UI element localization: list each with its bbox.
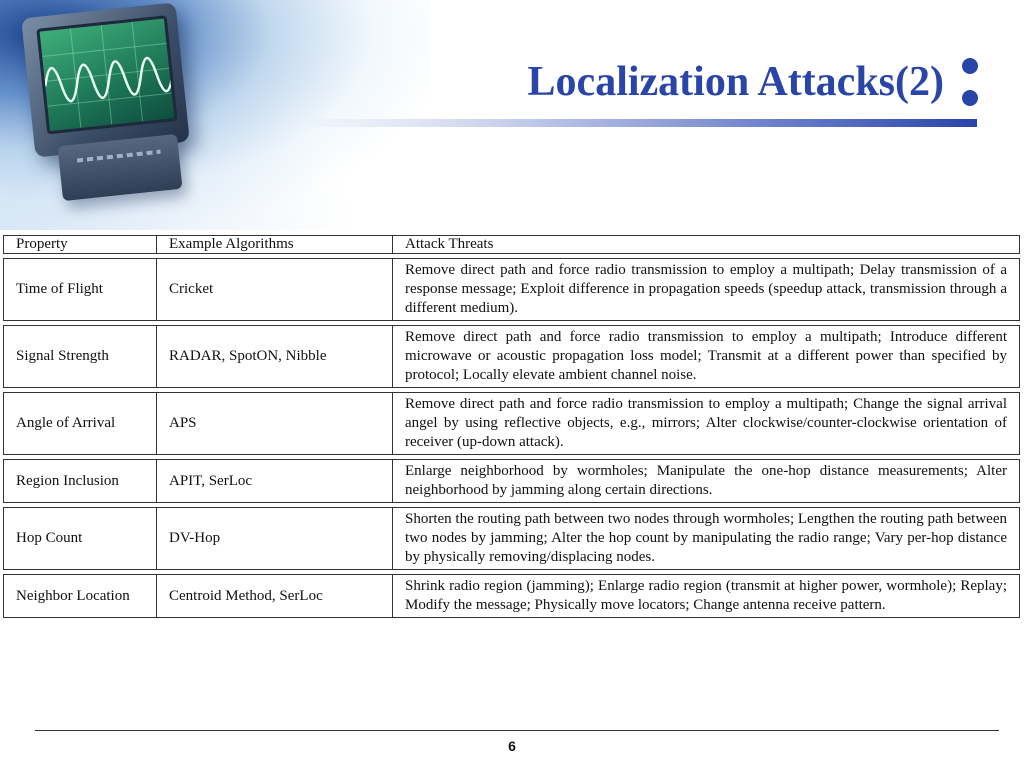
- header-example-algorithms: Example Algorithms: [156, 235, 392, 254]
- algorithms-cell: RADAR, SpotON, Nibble: [156, 325, 392, 388]
- algorithms-cell: DV-Hop: [156, 507, 392, 570]
- threats-cell: Shorten the routing path between two nodes through wormholes; Lengthen the routing path between two nodes by jamming; Alter the hop count by manipulating the radio range; Vary per-hop distance by physically removing/displacing nodes.: [392, 507, 1020, 570]
- decoration-dot: [962, 58, 978, 74]
- header-property: Property: [3, 235, 156, 254]
- threats-cell: Enlarge neighborhood by wormholes; Manipulate the one-hop distance measurements; Alter neighborhood by jamming along certain directions.: [392, 459, 1020, 503]
- algorithms-cell: Centroid Method, SerLoc: [156, 574, 392, 618]
- algorithms-cell: APS: [156, 392, 392, 455]
- corner-decoration: [0, 0, 430, 230]
- table-header-row: [3, 235, 1020, 254]
- table-row: [3, 574, 1020, 618]
- table-row: [3, 392, 1020, 455]
- colon-decoration: [962, 58, 978, 108]
- property-cell: Angle of Arrival: [3, 392, 156, 455]
- table-row: [3, 258, 1020, 321]
- header-attack-threats: Attack Threats: [392, 235, 1020, 254]
- threats-cell: Remove direct path and force radio transmission to employ a multipath; Change the signal arrival angel by using reflective objects, e.g., mirrors; Alter clockwise/counter-clockwise orientation of receiver (up-down attack).: [392, 392, 1020, 455]
- threats-cell: Shrink radio region (jamming); Enlarge radio region (transmit at higher power, wormhole); Replay; Modify the message; Physically move locators; Change antenna receive pattern.: [392, 574, 1020, 618]
- property-cell: Region Inclusion: [3, 459, 156, 503]
- table-row: [3, 507, 1020, 570]
- waveform-icon: [40, 19, 175, 132]
- threats-cell: Remove direct path and force radio transmission to employ a multipath; Delay transmission of a response message; Exploit difference in propagation speeds (speedup attack, transmission through a different medium).: [392, 258, 1020, 321]
- algorithms-cell: APIT, SerLoc: [156, 459, 392, 503]
- table-row: [3, 325, 1020, 388]
- algorithms-cell: Cricket: [156, 258, 392, 321]
- footer-divider: [35, 730, 999, 731]
- decoration-dot: [962, 90, 978, 106]
- monitor-screen: [36, 15, 177, 134]
- property-cell: Hop Count: [3, 507, 156, 570]
- property-cell: Neighbor Location: [3, 574, 156, 618]
- property-cell: Time of Flight: [3, 258, 156, 321]
- threats-cell: Remove direct path and force radio transmission to employ a multipath; Introduce different microwave or acoustic propagation loss model; Transmit at a different power than specified by protocol; Locally elevate ambient channel noise.: [392, 325, 1020, 388]
- title-underline: [300, 119, 977, 127]
- property-cell: Signal Strength: [3, 325, 156, 388]
- localization-attacks-table: [3, 231, 1020, 622]
- slide-title: Localization Attacks(2): [527, 59, 944, 105]
- table-row: [3, 459, 1020, 503]
- page-number: 6: [508, 738, 516, 754]
